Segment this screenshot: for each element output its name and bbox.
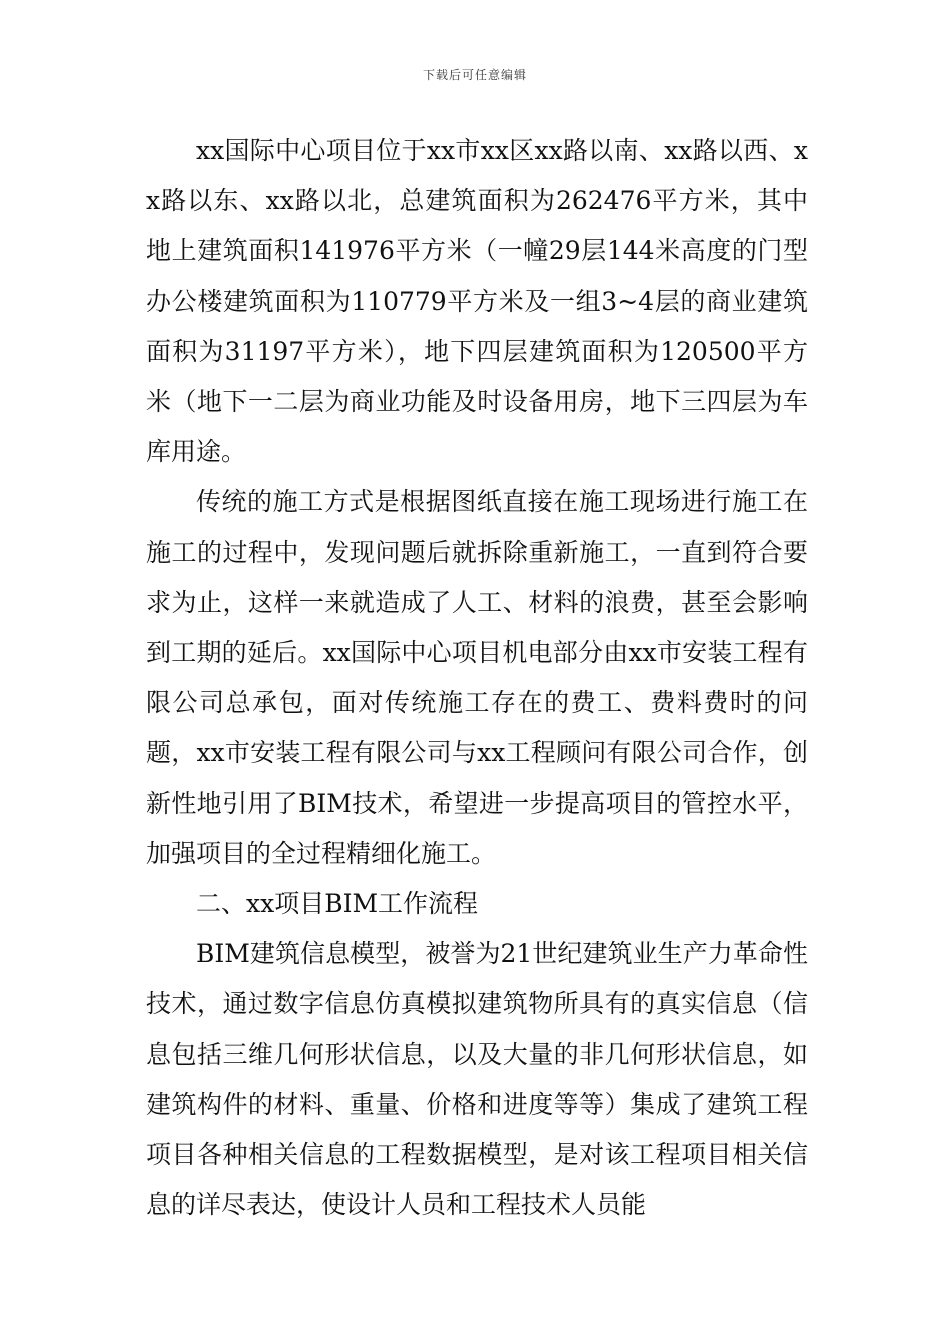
paragraph-bim-definition: BIM建筑信息模型，被誉为21世纪建筑业生产力革命性技术，通过数字信息仿真模拟建筑物所具有的真实信息（信息包括三维几何形状信息，以及大量的非几何形状信息，如建筑构件的材料、重量、价格和进度等等）集成了建筑工程项目各种相关信息的工程数据模型，是对该工程项目相关信息的详尽表达，使设计人员和工程技术人员能: [146, 939, 808, 1220]
paragraph-project-overview: xx国际中心项目位于xx市xx区xx路以南、xx路以西、xx路以东、xx路以北，总建筑面积为262476平方米，其中地上建筑面积141976平方米（一幢29层144米高度的门型办公楼建筑面积为110779平方米及一组3~4层的商业建筑面积为31197平方米），地下四层建筑面积为120500平方米（地下一二层为商业功能及时设备用房，地下三四层为车库用途。: [146, 136, 808, 467]
paragraph-traditional-construction: 传统的施工方式是根据图纸直接在施工现场进行施工在施工的过程中，发现问题后就拆除重新施工，一直到符合要求为止，这样一来就造成了人工、材料的浪费，甚至会影响到工期的延后。xx国际中心项目机电部分由xx市安装工程有限公司总承包，面对传统施工存在的费工、费料费时的问题，xx市安装工程有限公司与xx工程顾问有限公司合作，创新性地引用了BIM技术，希望进一步提高项目的管控水平，加强项目的全过程精细化施工。: [146, 487, 808, 868]
section-heading-bim-workflow: 二、xx项目BIM工作流程: [196, 889, 479, 919]
document-body: [146, 126, 808, 1230]
page-header-note: 下载后可任意编辑: [422, 68, 527, 82]
